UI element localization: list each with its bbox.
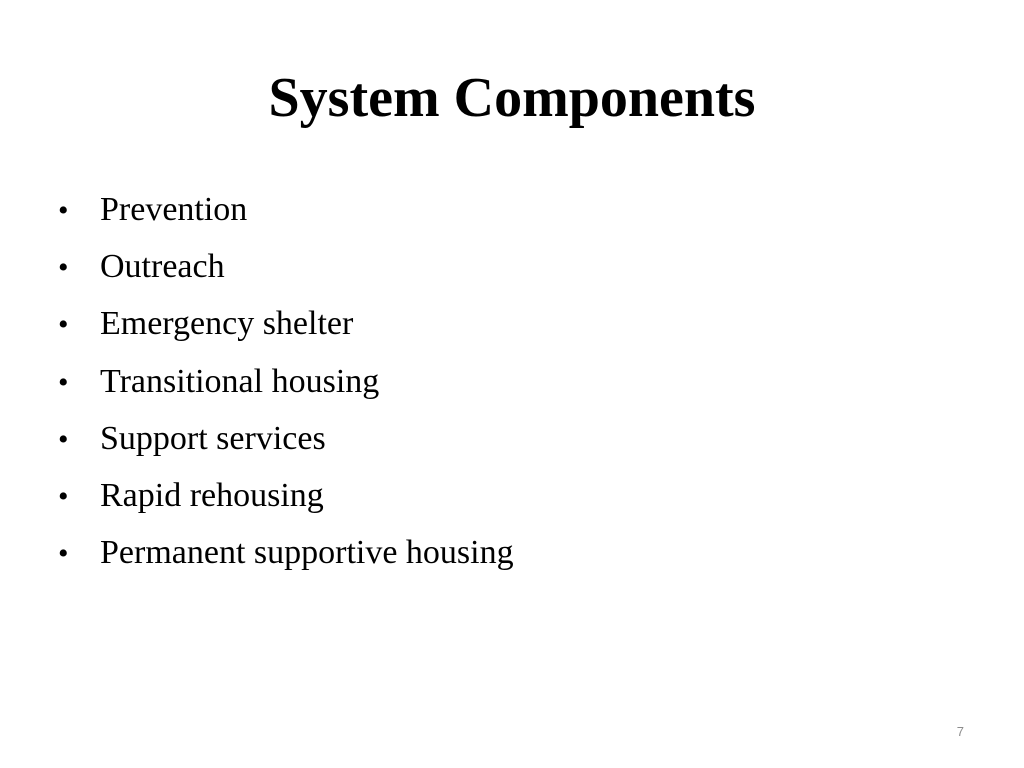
- slide-title: System Components: [268, 67, 756, 129]
- bullet-dot-icon: •: [58, 537, 69, 571]
- bullet-item: [58, 415, 514, 472]
- bullet-item: [58, 186, 514, 243]
- bullet-item: [58, 529, 514, 586]
- bullet-text-transitional-housing: Transitional housing: [100, 362, 380, 400]
- bullet-item: [58, 358, 514, 415]
- bullet-text-outreach: Outreach: [100, 248, 225, 286]
- bullet-dot-icon: •: [58, 422, 69, 456]
- bullet-dot-icon: •: [58, 365, 69, 399]
- bullet-text-support-services: Support services: [100, 419, 326, 457]
- bullet-dot-icon: •: [58, 251, 69, 285]
- bullet-item: [58, 300, 514, 357]
- bullet-item: [58, 243, 514, 300]
- bullet-dot-icon: •: [58, 308, 69, 342]
- bullet-text-prevention: Prevention: [100, 191, 248, 228]
- bullet-dot-icon: •: [58, 194, 69, 227]
- bullet-list: [58, 186, 514, 586]
- bullet-text-rapid-rehousing: Rapid rehousing: [100, 476, 324, 514]
- bullet-text-permanent-supportive-housing: Permanent supportive housing: [100, 534, 514, 572]
- bullet-text-emergency-shelter: Emergency shelter: [100, 305, 354, 343]
- page-number: 7: [956, 724, 964, 739]
- bullet-dot-icon: •: [58, 479, 69, 513]
- bullet-item: [58, 472, 514, 529]
